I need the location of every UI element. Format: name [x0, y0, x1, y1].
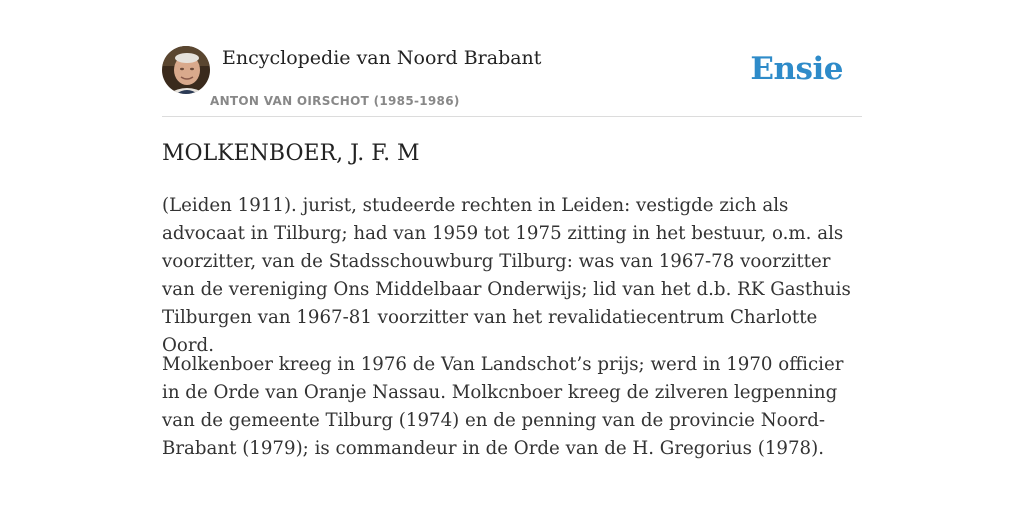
entry-paragraph: Molkenboer kreeg in 1976 de Van Landschot’s prijs; werd in 1970 officier in de Orde van Oranje Nassau. Molkcnboer kreeg de zilveren legpenning van de gemeente Tilburg (1974) en de penning van de provincie Noord-Brabant (1979); is commandeur in de Orde van de H. Gregorius (1978). — [162, 354, 844, 459]
author-portrait-icon — [162, 46, 210, 94]
ensie-logo[interactable]: Ensie — [750, 51, 843, 87]
entry-paragraph: (Leiden 1911). jurist, studeerde rechten in Leiden: vestigde zich als advocaat in Tilburg; had van 1959 tot 1975 zitting in het bestuur, o.m. als voorzitter, van de Stadsschouwburg Tilburg: was van 1967-78 voorzitter van de vereniging Ons Middelbaar Onderwijs; lid van het d.b. RK Gasthuis Tilburgen van 1967-81 voorzitter van het revalidatiecentrum Charlotte Oord. — [162, 195, 851, 356]
author-avatar[interactable] — [162, 46, 210, 94]
entry-title: MOLKENBOER, J. F. M — [162, 141, 420, 166]
book-header — [162, 46, 862, 117]
book-title[interactable]: Encyclopedie van Noord Brabant — [222, 47, 542, 69]
author-name[interactable]: ANTON VAN OIRSCHOT (1985-1986) — [210, 94, 460, 108]
entry-card — [162, 46, 862, 459]
